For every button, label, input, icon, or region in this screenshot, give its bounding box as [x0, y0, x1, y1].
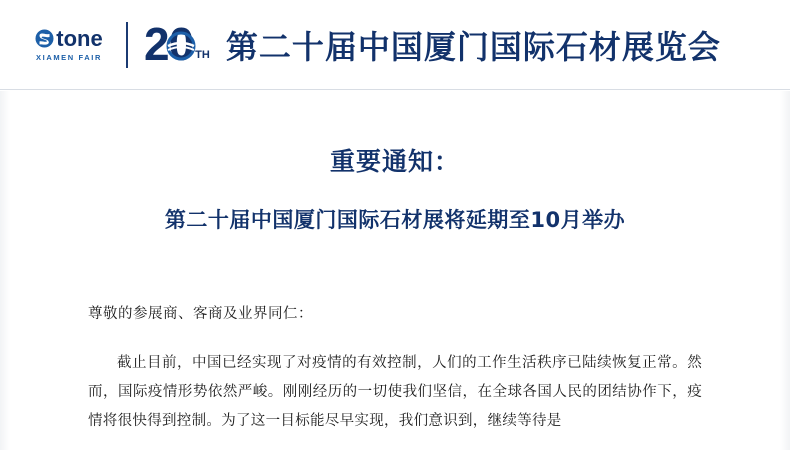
body-paragraph-1: 截止目前，中国已经实现了对疫情的有效控制，人们的工作生活秩序已陆续恢复正常。然而，国际疫情形势依然严峻。刚刚经历的一切使我们坚信，在全球各国人民的团结协作下，疫情将很快得到控制。为了这一目标能尽早实现，我们意识到，继续等待是: [88, 355, 702, 429]
logo-wordmark-text: tone: [56, 25, 103, 51]
logo-subtitle: XIAMEN FAIR: [36, 52, 102, 62]
notice-title: 重要通知：: [329, 147, 460, 176]
anniversary-number: 20: [144, 18, 194, 71]
notice-subtitle: 第二十届中国厦门国际石材展将延期至10月举办: [164, 208, 626, 232]
anniversary-suffix: TH: [195, 48, 210, 61]
document-body: [0, 142, 790, 436]
anniversary-ring-icon: [166, 31, 196, 66]
event-header-banner: [0, 0, 790, 90]
logo-wordmark-row: [35, 25, 103, 51]
salutation: 尊敬的参展商、客商及业界同仁：: [88, 306, 313, 322]
stone-fair-logo: [26, 25, 112, 62]
header-divider: [126, 22, 128, 68]
event-title: 第二十届中国厦门国际石材展览会: [225, 27, 721, 66]
stone-s-icon: [35, 29, 54, 48]
anniversary-badge: [144, 18, 210, 71]
